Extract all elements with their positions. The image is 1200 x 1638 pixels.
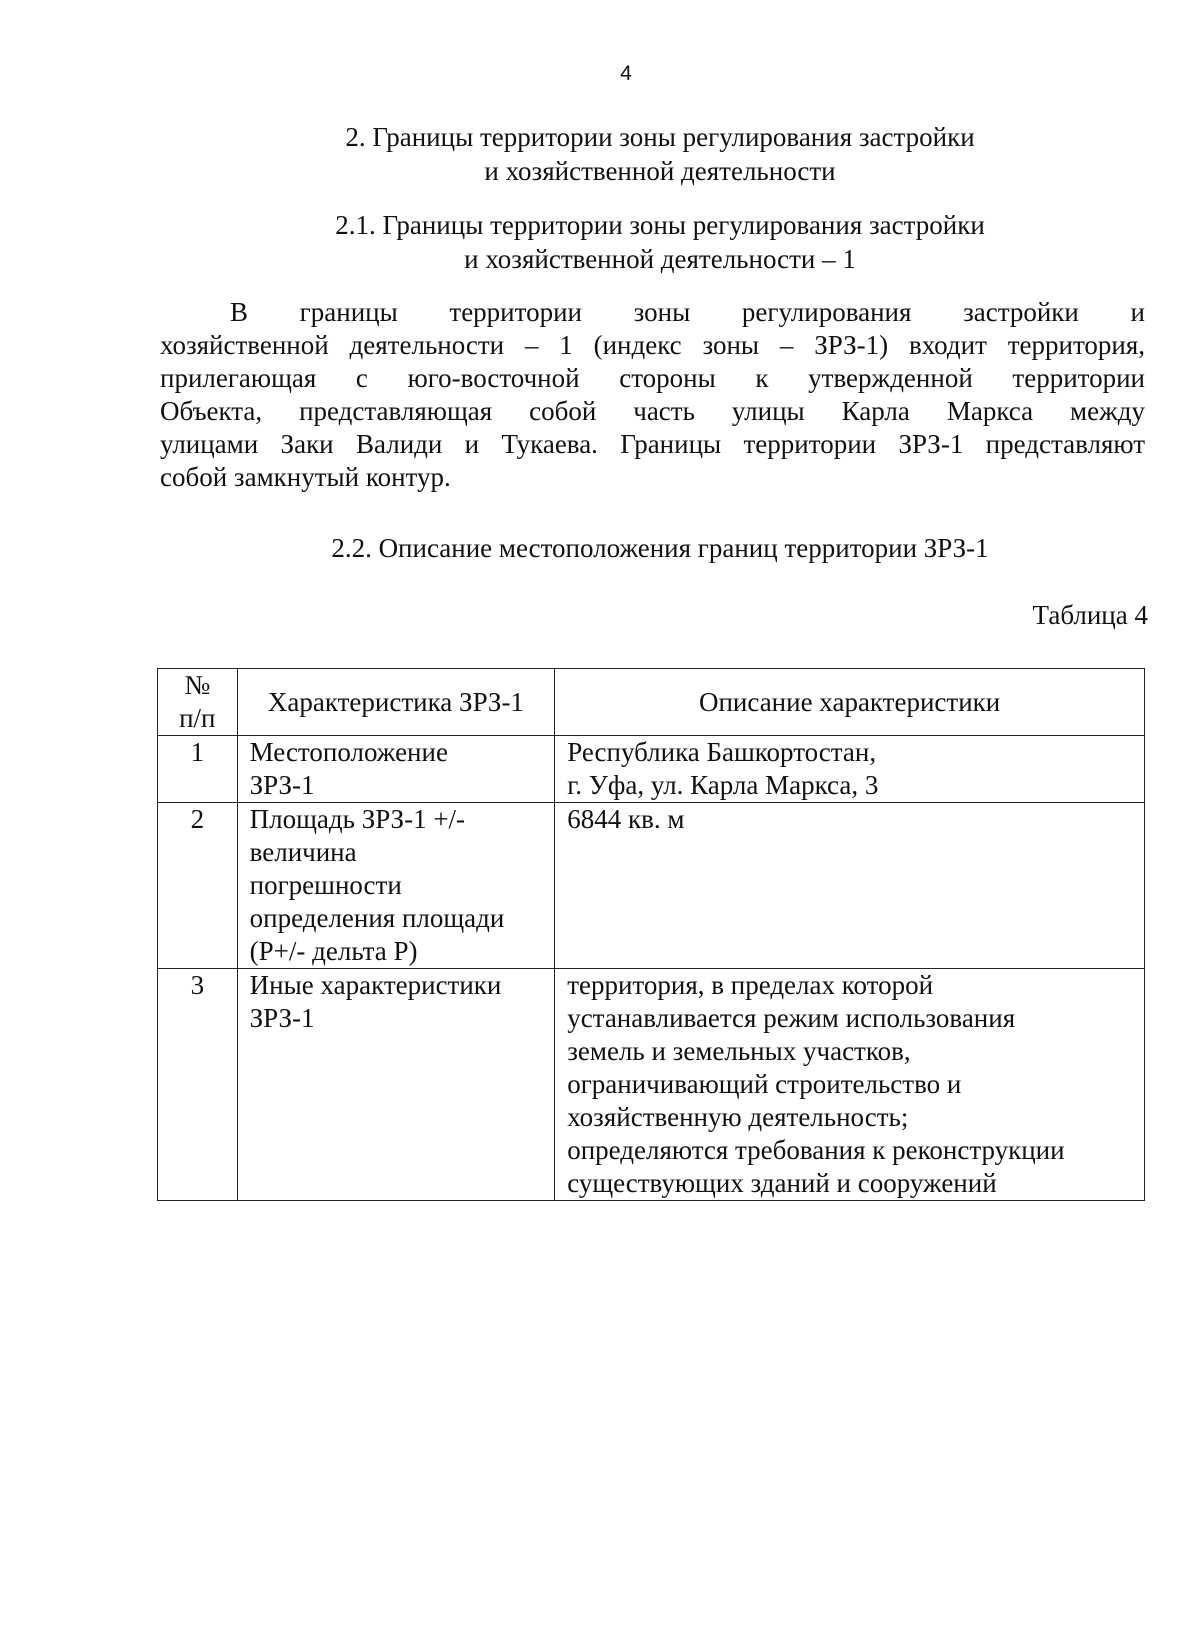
description-cell: Республика Башкортостан, г. Уфа, ул. Карла Маркса, 3 [555,736,1145,803]
table-header-row [158,669,1145,736]
page-number: 4 [620,62,632,85]
subsection-heading-2-2 [160,531,1160,565]
header-description: Описание характеристики [555,669,1145,736]
paragraph-line: собой замкнутый контур. [160,462,451,492]
characteristic-cell: Иные характеристики ЗРЗ-1 [237,969,555,1201]
paragraph-line: Объекта, представляющая собой часть улицы Карла Маркса между [160,396,1145,426]
subsection-heading-line: 2.2. Описание местоположения границ территории ЗРЗ-1 [331,533,989,563]
description-cell: 6844 кв. м [555,803,1145,969]
paragraph-line: прилегающая с юго-восточной стороны к утвержденной территории [160,363,1145,393]
table-row [158,803,1145,969]
subsection-heading [160,208,1160,276]
table-caption: Таблица 4 [1032,600,1148,630]
paragraph-line: улицами Заки Валиди и Тукаева. Границы территории ЗРЗ-1 представляют [160,429,1145,459]
body-paragraph [160,296,1145,494]
subsection-heading-line: и хозяйственной деятельности – 1 [464,244,856,274]
table-row [158,736,1145,803]
header-num: № п/п [158,669,238,736]
row-number: 1 [158,736,238,803]
characteristic-cell: Площадь ЗРЗ-1 +/- величина погрешности определения площади (Р+/- дельта Р) [237,803,555,969]
row-number: 3 [158,969,238,1201]
header-characteristic: Характеристика ЗРЗ-1 [237,669,555,736]
row-number: 2 [158,803,238,969]
description-cell: территория, в пределах которой устанавливается режим использования земель и земельных участков, ограничивающий строительство и хозяйственную деятельность; определяются требования к реконструкции существующих зданий и сооружений [555,969,1145,1201]
paragraph-line: хозяйственной деятельности – 1 (индекс зоны – ЗРЗ-1) входит территория, [160,330,1145,360]
characteristic-cell: Местоположение ЗРЗ-1 [237,736,555,803]
section-heading-line: и хозяйственной деятельности [484,156,836,186]
section-heading [160,120,1160,188]
table-row [158,969,1145,1201]
section-heading-line: 2. Границы территории зоны регулирования застройки [345,122,975,152]
subsection-heading-line: 2.1. Границы территории зоны регулирования застройки [335,210,985,240]
paragraph-line: В границы территории зоны регулирования застройки и [230,297,1145,327]
characteristics-table [157,668,1145,1201]
